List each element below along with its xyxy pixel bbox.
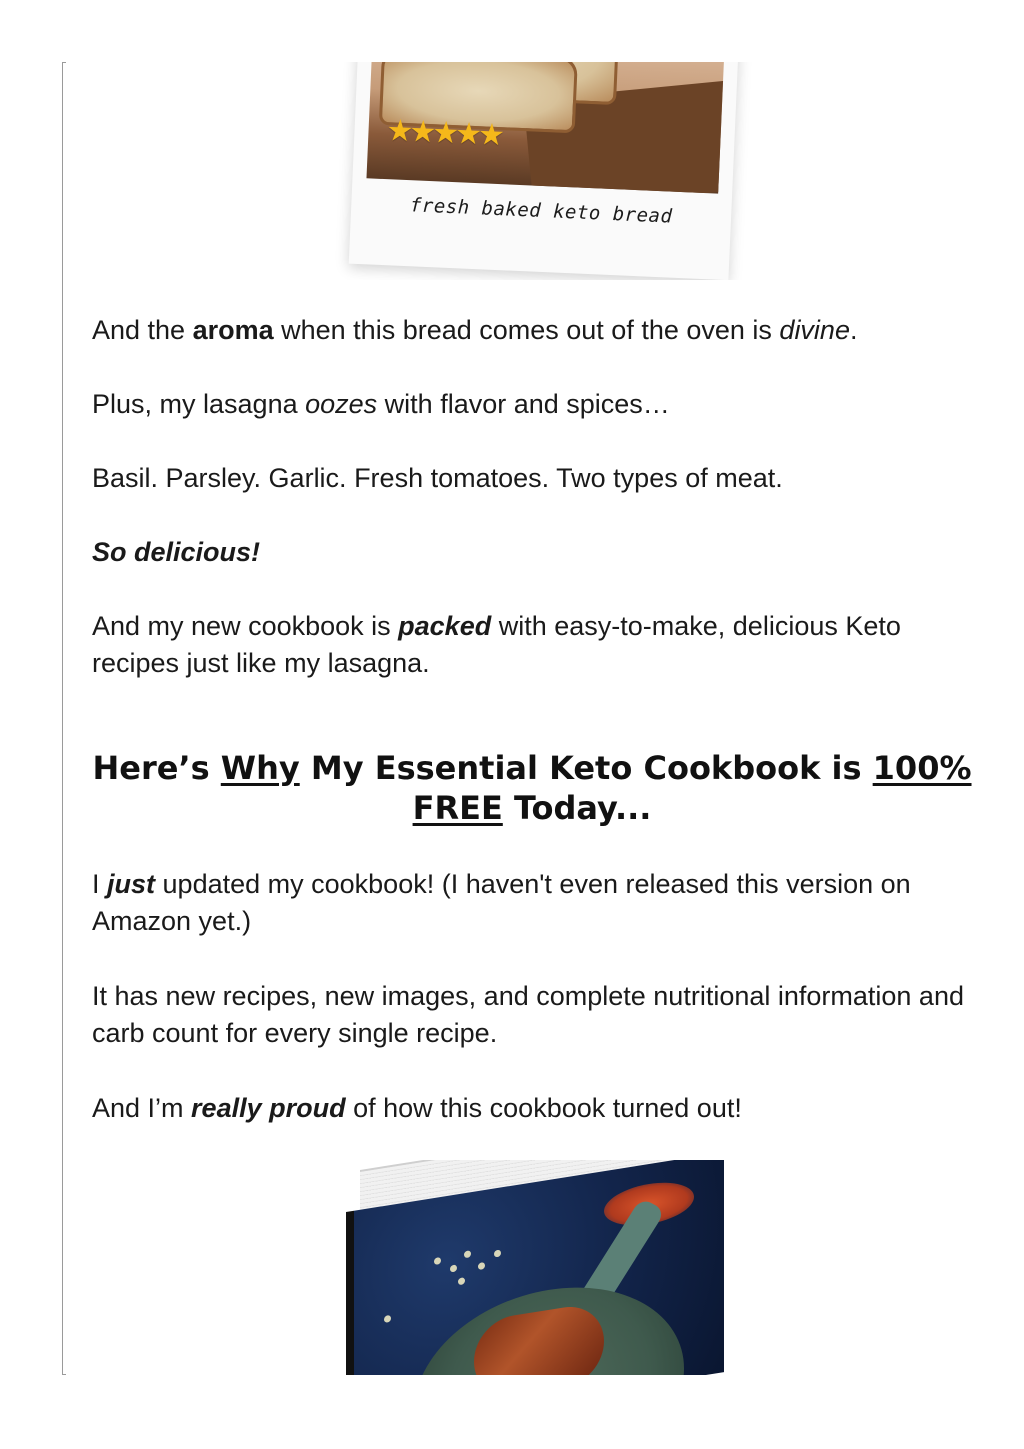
rating-stars: ★★★★★ xyxy=(385,113,502,154)
bread-photo xyxy=(366,62,724,194)
paragraph-so-delicious: So delicious! xyxy=(92,537,261,567)
bread-polaroid-image xyxy=(296,62,776,280)
heading-free-underlined: 100% FREE xyxy=(412,749,972,827)
paragraph-just-updated: I just updated my cookbook! (I haven't even released this version on Amazon yet.) xyxy=(92,869,911,936)
left-border-rule xyxy=(62,62,63,1375)
peppercorn xyxy=(434,1257,441,1265)
heading-why-underlined: Why xyxy=(220,749,300,787)
paragraph-new-recipes: It has new recipes, new images, and complete nutritional information and carb count for every single recipe. xyxy=(92,981,964,1048)
peppercorn xyxy=(464,1250,471,1258)
paragraph-ingredients: Basil. Parsley. Garlic. Fresh tomatoes. Two types of meat. xyxy=(92,463,783,493)
paragraph-cookbook-packed: And my new cookbook is packed with easy-to-make, delicious Keto recipes just like my lasagna. xyxy=(92,611,901,678)
peppercorn xyxy=(450,1264,457,1272)
cookbook-image xyxy=(340,1160,724,1375)
paragraph-aroma: And the aroma when this bread comes out of the oven is divine. xyxy=(92,315,858,345)
polaroid-frame xyxy=(349,62,740,280)
peppercorn xyxy=(478,1262,485,1270)
polaroid-caption: fresh baked keto bread xyxy=(409,194,673,228)
peppercorn xyxy=(384,1315,391,1323)
peppercorn xyxy=(458,1277,465,1285)
paragraph-lasagna: Plus, my lasagna oozes with flavor and spices… xyxy=(92,389,670,419)
section-heading: Here’s Why My Essential Keto Cookbook is 100% FREE Today... xyxy=(92,749,972,827)
peppercorn xyxy=(494,1249,501,1257)
paragraph-really-proud: And I’m really proud of how this cookbook turned out! xyxy=(92,1093,742,1123)
